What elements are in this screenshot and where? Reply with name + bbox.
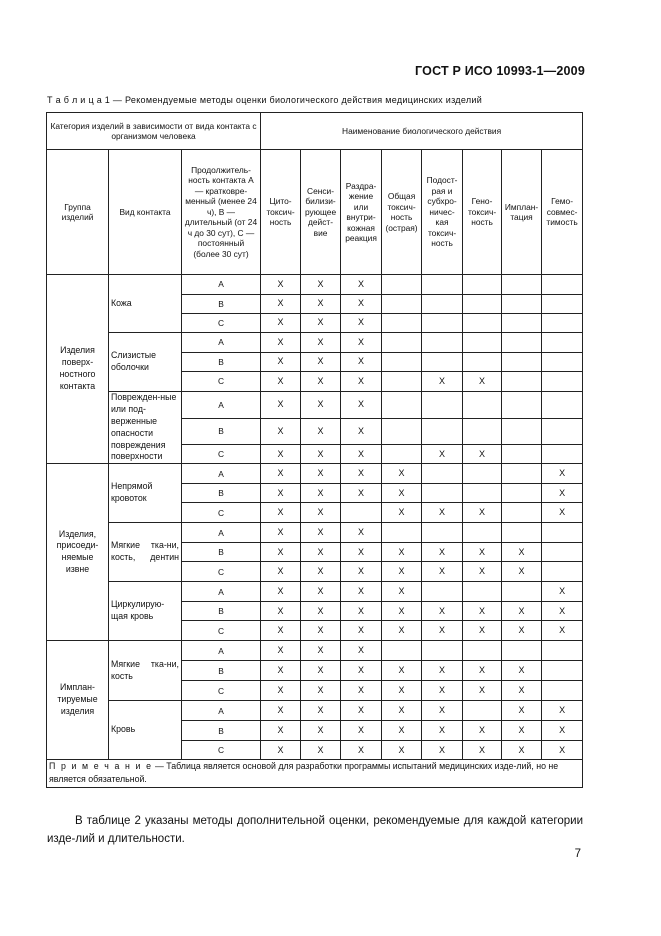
duration-cell: B xyxy=(182,419,261,445)
mark-cell: X xyxy=(422,661,463,681)
mark-cell: X xyxy=(463,445,502,464)
mark-cell: X xyxy=(542,602,583,621)
mark-cell: X xyxy=(382,681,422,701)
mark-cell: X xyxy=(301,392,341,419)
mark-cell xyxy=(463,523,502,543)
mark-cell: X xyxy=(301,661,341,681)
mark-cell: X xyxy=(542,701,583,721)
mark-cell: X xyxy=(502,562,542,582)
duration-cell: B xyxy=(182,295,261,314)
mark-cell: X xyxy=(542,464,583,484)
col-kind-header: Вид контакта xyxy=(109,150,182,275)
mark-cell: X xyxy=(382,503,422,523)
mark-cell: X xyxy=(341,392,382,419)
mark-cell: X xyxy=(542,721,583,741)
mark-cell xyxy=(463,353,502,372)
mark-cell: X xyxy=(261,562,301,582)
mark-cell: X xyxy=(341,484,382,503)
mark-cell: X xyxy=(261,275,301,295)
table-row xyxy=(47,701,583,721)
mark-cell: X xyxy=(341,681,382,701)
table-row xyxy=(47,523,583,543)
mark-cell: X xyxy=(382,741,422,760)
mark-cell: X xyxy=(301,333,341,353)
mark-cell: X xyxy=(542,582,583,602)
mark-cell: X xyxy=(502,741,542,760)
mark-cell xyxy=(382,314,422,333)
mark-cell xyxy=(502,353,542,372)
mark-cell xyxy=(502,314,542,333)
mark-cell xyxy=(422,275,463,295)
mark-cell xyxy=(422,314,463,333)
mark-cell: X xyxy=(341,562,382,582)
mark-cell xyxy=(463,275,502,295)
duration-cell: C xyxy=(182,503,261,523)
mark-cell xyxy=(463,295,502,314)
mark-cell xyxy=(422,464,463,484)
mark-cell: X xyxy=(341,314,382,333)
category-header: Категория изделий в зависимости от вида контакта с организмом человека xyxy=(47,113,261,150)
mark-cell: X xyxy=(301,602,341,621)
mark-cell: X xyxy=(261,353,301,372)
mark-cell: X xyxy=(502,621,542,641)
mark-cell: X xyxy=(341,333,382,353)
effect-header-6: Имплан-тация xyxy=(502,150,542,275)
mark-cell: X xyxy=(341,464,382,484)
contact-kind-cell: Циркулирую-щая кровь xyxy=(109,582,182,641)
mark-cell: X xyxy=(463,543,502,562)
mark-cell xyxy=(542,372,583,392)
effect-header-2: Раздра-жение или внутри-кожная реакция xyxy=(341,150,382,275)
mark-cell: X xyxy=(261,741,301,760)
mark-cell xyxy=(502,333,542,353)
mark-cell: X xyxy=(261,372,301,392)
mark-cell xyxy=(502,372,542,392)
contact-kind-cell: Мягкие тка-ни, кость xyxy=(109,641,182,701)
mark-cell xyxy=(382,333,422,353)
mark-cell xyxy=(422,523,463,543)
mark-cell: X xyxy=(341,602,382,621)
mark-cell: X xyxy=(301,741,341,760)
mark-cell: X xyxy=(261,419,301,445)
contact-kind-cell: Поврежден-ные или под-верженные опасности повреждения поверхности xyxy=(109,392,182,464)
mark-cell: X xyxy=(341,701,382,721)
duration-cell: C xyxy=(182,741,261,760)
mark-cell: X xyxy=(261,333,301,353)
mark-cell: X xyxy=(463,602,502,621)
mark-cell: X xyxy=(542,503,583,523)
mark-cell: X xyxy=(463,503,502,523)
mark-cell xyxy=(542,314,583,333)
duration-cell: B xyxy=(182,602,261,621)
table-row xyxy=(47,333,583,353)
effect-header-5: Гено-токсич-ность xyxy=(463,150,502,275)
mark-cell: X xyxy=(301,419,341,445)
table-caption: Т а б л и ц а 1 — Рекомендуемые методы оценки биологического действия медицинских изделий xyxy=(47,95,483,105)
mark-cell: X xyxy=(301,621,341,641)
mark-cell: X xyxy=(301,295,341,314)
table-row xyxy=(47,582,583,602)
mark-cell xyxy=(542,445,583,464)
contact-kind-cell: Кровь xyxy=(109,701,182,760)
mark-cell xyxy=(382,419,422,445)
col-duration-header: Продолжитель-ность контакта А — кратковре-менный (менее 24 ч), В — длительный (от 24 ч до 30 сут), С — постоянный (более 30 сут) xyxy=(182,150,261,275)
mark-cell: X xyxy=(422,621,463,641)
mark-cell: X xyxy=(382,543,422,562)
duration-cell: B xyxy=(182,721,261,741)
mark-cell: X xyxy=(542,741,583,760)
mark-cell: X xyxy=(261,681,301,701)
mark-cell: X xyxy=(422,602,463,621)
table-note xyxy=(47,760,583,787)
mark-cell: X xyxy=(463,621,502,641)
duration-cell: C xyxy=(182,372,261,392)
mark-cell: X xyxy=(463,372,502,392)
mark-cell: X xyxy=(301,484,341,503)
mark-cell xyxy=(382,275,422,295)
mark-cell xyxy=(382,523,422,543)
note-text: — Таблица является основой для разработки программы испытаний медицинских изде-лий, но не является обязательной. xyxy=(49,761,559,785)
mark-cell xyxy=(502,295,542,314)
mark-cell: X xyxy=(502,681,542,701)
mark-cell: X xyxy=(301,641,341,661)
mark-cell: X xyxy=(502,721,542,741)
mark-cell: X xyxy=(422,372,463,392)
mark-cell xyxy=(422,392,463,419)
mark-cell: X xyxy=(341,661,382,681)
col-group-header: Группа изделий xyxy=(47,150,109,275)
group-cell: Изделия поверх-ностного контакта xyxy=(47,275,109,464)
mark-cell: X xyxy=(341,582,382,602)
duration-cell: B xyxy=(182,353,261,372)
mark-cell: X xyxy=(261,721,301,741)
mark-cell xyxy=(542,641,583,661)
mark-cell: X xyxy=(261,701,301,721)
mark-cell: X xyxy=(382,661,422,681)
mark-cell: X xyxy=(341,295,382,314)
effects-header: Наименование биологического действия xyxy=(261,113,583,150)
mark-cell xyxy=(502,445,542,464)
mark-cell: X xyxy=(341,353,382,372)
mark-cell xyxy=(463,464,502,484)
mark-cell: X xyxy=(341,641,382,661)
body-paragraph: В таблице 2 указаны методы дополнительной оценки, рекомендуемые для каждой категории изде-лий и длительности. xyxy=(47,815,583,846)
mark-cell: X xyxy=(341,445,382,464)
mark-cell: X xyxy=(301,353,341,372)
duration-cell: C xyxy=(182,562,261,582)
mark-cell: X xyxy=(301,721,341,741)
duration-cell: B xyxy=(182,661,261,681)
mark-cell xyxy=(542,543,583,562)
contact-kind-cell: Непрямой кровоток xyxy=(109,464,182,523)
mark-cell xyxy=(542,353,583,372)
mark-cell: X xyxy=(301,543,341,562)
mark-cell: X xyxy=(341,372,382,392)
mark-cell xyxy=(422,295,463,314)
mark-cell: X xyxy=(261,661,301,681)
mark-cell: X xyxy=(341,419,382,445)
mark-cell xyxy=(502,484,542,503)
duration-cell: C xyxy=(182,621,261,641)
mark-cell xyxy=(422,641,463,661)
mark-cell xyxy=(422,353,463,372)
biological-evaluation-table xyxy=(46,112,583,788)
mark-cell xyxy=(463,392,502,419)
mark-cell: X xyxy=(261,464,301,484)
mark-cell: X xyxy=(341,621,382,641)
mark-cell xyxy=(542,392,583,419)
mark-cell xyxy=(382,641,422,661)
mark-cell: X xyxy=(261,641,301,661)
mark-cell: X xyxy=(463,661,502,681)
mark-cell: X xyxy=(422,721,463,741)
mark-cell xyxy=(382,295,422,314)
mark-cell xyxy=(422,582,463,602)
table-row xyxy=(47,641,583,661)
duration-cell: C xyxy=(182,681,261,701)
duration-cell: A xyxy=(182,333,261,353)
mark-cell: X xyxy=(382,721,422,741)
contact-kind-cell: Кожа xyxy=(109,275,182,333)
mark-cell xyxy=(341,503,382,523)
mark-cell: X xyxy=(542,621,583,641)
mark-cell xyxy=(542,661,583,681)
mark-cell: X xyxy=(382,562,422,582)
mark-cell: X xyxy=(301,523,341,543)
mark-cell: X xyxy=(261,543,301,562)
mark-cell xyxy=(463,314,502,333)
mark-cell: X xyxy=(542,484,583,503)
page-number: 7 xyxy=(574,848,581,860)
mark-cell xyxy=(463,419,502,445)
table-row xyxy=(47,464,583,484)
mark-cell: X xyxy=(301,562,341,582)
mark-cell: X xyxy=(382,621,422,641)
mark-cell: X xyxy=(301,314,341,333)
mark-cell: X xyxy=(422,741,463,760)
mark-cell: X xyxy=(382,582,422,602)
table-row xyxy=(47,392,583,419)
mark-cell xyxy=(502,275,542,295)
mark-cell xyxy=(382,372,422,392)
mark-cell xyxy=(502,523,542,543)
mark-cell: X xyxy=(382,602,422,621)
mark-cell: X xyxy=(301,701,341,721)
mark-cell: X xyxy=(382,701,422,721)
mark-cell xyxy=(542,562,583,582)
mark-cell: X xyxy=(341,741,382,760)
mark-cell xyxy=(422,419,463,445)
mark-cell: X xyxy=(341,543,382,562)
mark-cell: X xyxy=(301,582,341,602)
mark-cell: X xyxy=(261,445,301,464)
mark-cell: X xyxy=(301,681,341,701)
duration-cell: B xyxy=(182,543,261,562)
duration-cell: C xyxy=(182,314,261,333)
effect-header-7: Гемо-совмес-тимость xyxy=(542,150,583,275)
mark-cell: X xyxy=(261,484,301,503)
mark-cell: X xyxy=(422,562,463,582)
duration-cell: A xyxy=(182,275,261,295)
mark-cell: X xyxy=(261,582,301,602)
mark-cell: X xyxy=(261,523,301,543)
duration-cell: A xyxy=(182,701,261,721)
mark-cell: X xyxy=(301,503,341,523)
duration-cell: C xyxy=(182,445,261,464)
effect-header-3: Общая токсич-ность (острая) xyxy=(382,150,422,275)
duration-cell: A xyxy=(182,464,261,484)
mark-cell: X xyxy=(463,562,502,582)
mark-cell xyxy=(502,641,542,661)
mark-cell: X xyxy=(301,464,341,484)
mark-cell: X xyxy=(261,602,301,621)
standard-designation: ГОСТ Р ИСО 10993-1—2009 xyxy=(415,64,585,78)
duration-cell: A xyxy=(182,392,261,419)
mark-cell xyxy=(463,701,502,721)
duration-cell: B xyxy=(182,484,261,503)
mark-cell xyxy=(502,392,542,419)
mark-cell: X xyxy=(341,523,382,543)
mark-cell xyxy=(542,681,583,701)
mark-cell: X xyxy=(422,503,463,523)
mark-cell: X xyxy=(301,372,341,392)
effect-header-1: Сенси-билизи-рующее дейст-вие xyxy=(301,150,341,275)
mark-cell: X xyxy=(301,275,341,295)
mark-cell xyxy=(382,353,422,372)
mark-cell: X xyxy=(261,621,301,641)
mark-cell xyxy=(463,641,502,661)
mark-cell xyxy=(463,484,502,503)
mark-cell: X xyxy=(382,484,422,503)
contact-kind-cell: Слизистые оболочки xyxy=(109,333,182,392)
mark-cell: X xyxy=(502,543,542,562)
mark-cell xyxy=(502,419,542,445)
group-cell: Изделия, присоеди-няемые извне xyxy=(47,464,109,641)
duration-cell: A xyxy=(182,523,261,543)
mark-cell xyxy=(382,445,422,464)
mark-cell: X xyxy=(422,701,463,721)
mark-cell xyxy=(463,333,502,353)
mark-cell: X xyxy=(301,445,341,464)
mark-cell: X xyxy=(463,681,502,701)
mark-cell: X xyxy=(422,543,463,562)
duration-cell: A xyxy=(182,641,261,661)
mark-cell: X xyxy=(382,464,422,484)
mark-cell: X xyxy=(261,503,301,523)
mark-cell: X xyxy=(422,681,463,701)
mark-cell xyxy=(502,503,542,523)
effect-header-0: Цито-токсич-ность xyxy=(261,150,301,275)
mark-cell: X xyxy=(502,661,542,681)
mark-cell xyxy=(542,295,583,314)
mark-cell: X xyxy=(502,701,542,721)
mark-cell xyxy=(463,582,502,602)
table-body xyxy=(47,113,583,760)
mark-cell: X xyxy=(261,392,301,419)
mark-cell: X xyxy=(341,275,382,295)
mark-cell xyxy=(542,523,583,543)
mark-cell xyxy=(542,419,583,445)
mark-cell xyxy=(542,275,583,295)
mark-cell xyxy=(382,392,422,419)
mark-cell: X xyxy=(463,721,502,741)
effect-header-4: Подост-рая и субхро-ничес-кая токсич-ность xyxy=(422,150,463,275)
group-cell: Имплан-тируемые изделия xyxy=(47,641,109,760)
note-label: П р и м е ч а н и е xyxy=(49,761,153,772)
mark-cell: X xyxy=(341,721,382,741)
mark-cell: X xyxy=(261,314,301,333)
mark-cell xyxy=(422,484,463,503)
mark-cell xyxy=(422,333,463,353)
mark-cell xyxy=(502,582,542,602)
duration-cell: A xyxy=(182,582,261,602)
mark-cell: X xyxy=(502,602,542,621)
mark-cell: X xyxy=(261,295,301,314)
contact-kind-cell: Мягкие тка-ни, кость, дентин xyxy=(109,523,182,582)
mark-cell xyxy=(502,464,542,484)
mark-cell: X xyxy=(422,445,463,464)
table-row xyxy=(47,275,583,295)
mark-cell: X xyxy=(463,741,502,760)
mark-cell xyxy=(542,333,583,353)
